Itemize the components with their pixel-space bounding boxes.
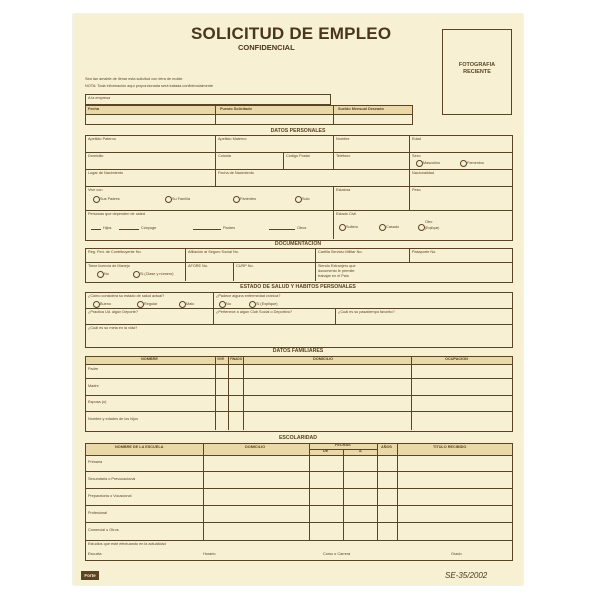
- enfermedad-si-radio[interactable]: [249, 301, 256, 308]
- divider: [309, 443, 310, 540]
- edu-col-a: A: [359, 449, 362, 453]
- empresa-field[interactable]: [85, 94, 331, 105]
- divider: [85, 308, 512, 309]
- divider: [333, 152, 334, 169]
- divider: [343, 449, 344, 540]
- divider: [119, 229, 139, 230]
- divider: [85, 488, 512, 489]
- masculino-radio[interactable]: [416, 160, 423, 167]
- edad-label: Edad: [412, 137, 421, 141]
- family-row-esposa: Esposa (o): [88, 400, 107, 404]
- casado-radio[interactable]: [379, 224, 386, 231]
- otro-sub-label: (Explique): [425, 226, 440, 230]
- section-salud: ESTADO DE SALUD Y HABITOS PERSONALES: [240, 284, 356, 290]
- sus-padres-label: Sus Padres: [100, 197, 120, 201]
- soltero-label: Soltero: [346, 225, 359, 229]
- divider: [85, 378, 512, 379]
- divider: [215, 169, 216, 186]
- fecha-label: Fecha: [88, 107, 99, 111]
- divider: [185, 248, 186, 281]
- divider: [85, 522, 512, 523]
- sexo-label: Sexo: [412, 154, 421, 158]
- family-row-madre: Madre: [88, 384, 99, 388]
- otros-label: Otros: [297, 226, 307, 230]
- meta-label: ¿Cuál es su meta en la vida?: [88, 326, 138, 330]
- photo-label-2: RECIENTE: [463, 69, 491, 75]
- confidential-note: NOTA: Toda información aquí proporcionada será tratada confidencialmente: [85, 84, 213, 88]
- divider: [85, 186, 512, 187]
- application-form-sheet: [73, 14, 523, 585]
- divider: [85, 471, 512, 472]
- family-row-padre: Padre: [88, 367, 99, 371]
- forte-logo: Forte: [81, 571, 99, 580]
- divider: [85, 324, 512, 325]
- malo-label: Malo: [186, 302, 195, 306]
- apellido-materno-label: Apellido Materno: [218, 137, 247, 141]
- fecha-nacimiento-label: Fecha de Nacimiento: [218, 171, 254, 175]
- hijos-label: Hijos: [103, 226, 112, 230]
- nacionalidad-label: Nacionalidad: [412, 171, 434, 175]
- divider: [397, 443, 398, 540]
- family-col-ocupacion: OCUPACION: [445, 357, 468, 361]
- divider: [215, 356, 216, 430]
- edu-curso-label: Curso o Carrera: [323, 552, 351, 556]
- soltero-radio[interactable]: [339, 224, 346, 231]
- regular-radio[interactable]: [137, 301, 144, 308]
- parientes-radio[interactable]: [233, 196, 240, 203]
- femenino-label: Femenino: [467, 161, 484, 165]
- family-col-finado: FINADO: [230, 357, 243, 361]
- solo-radio[interactable]: [295, 196, 302, 203]
- family-col-nombre: NOMBRE: [141, 357, 158, 361]
- estatura-label: Estatura: [336, 188, 351, 192]
- divider: [333, 105, 334, 124]
- divider: [85, 395, 512, 396]
- licencia-label: Tiene licencia de Manejo: [88, 264, 130, 268]
- enfermedad-no-radio[interactable]: [219, 301, 226, 308]
- otro-estado-radio[interactable]: [418, 224, 425, 231]
- divider: [243, 356, 244, 430]
- edu-col-escuela: NOMBRE DE LA ESCUELA: [115, 445, 164, 449]
- divider: [409, 248, 410, 262]
- edu-escuela-label: Escuela: [88, 552, 102, 556]
- casado-label: Casado: [386, 225, 400, 229]
- conyuge-label: Cónyuge: [141, 226, 157, 230]
- divider: [409, 152, 410, 169]
- section-datos-personales: DATOS PERSONALES: [270, 128, 326, 134]
- family-row-hijos: Nombre y edades de los hijos: [88, 417, 139, 421]
- divider: [283, 152, 284, 169]
- pasatiempo-label: ¿Cuál es su pasatiempo favorito?: [338, 310, 395, 314]
- rfc-label: Reg. Fed. de Contribuyente No.: [88, 250, 142, 254]
- photo-label-1: FOTOGRAFIA: [458, 62, 496, 68]
- solo-label: Solo: [302, 197, 310, 201]
- section-familiares: DATOS FAMILIARES: [272, 348, 324, 354]
- malo-radio[interactable]: [179, 301, 186, 308]
- divider: [315, 248, 316, 281]
- edu-col-domicilio: DOMICILIO: [245, 445, 266, 449]
- divider: [215, 152, 216, 169]
- colonia-label: Colonia: [218, 154, 231, 158]
- divider: [409, 169, 410, 186]
- parientes-label: Parientes: [240, 197, 257, 201]
- health-box: [85, 292, 513, 348]
- sus-padres-radio[interactable]: [93, 196, 100, 203]
- divider: [85, 505, 512, 506]
- su-familia-radio[interactable]: [165, 196, 172, 203]
- divider: [333, 186, 334, 239]
- edu-grado-label: Grado: [451, 552, 462, 556]
- divider: [215, 135, 216, 152]
- divider: [91, 229, 101, 230]
- divider: [213, 292, 214, 324]
- divider: [215, 105, 216, 124]
- section-escolaridad: ESCOLARIDAD: [278, 435, 318, 441]
- nombre-label: Nombre: [336, 137, 350, 141]
- licencia-no-label: No: [104, 272, 109, 276]
- deporte-label: ¿Practica Ud. algún Deporte?: [88, 310, 139, 314]
- edu-col-titulo: TITULO RECIBIDO: [433, 445, 467, 449]
- sueldo-label: Sueldo Mensual Deseado: [338, 107, 384, 111]
- edu-row-profesional: Profesional: [88, 511, 107, 515]
- edu-row-comercial: Comercial u Otros: [88, 528, 119, 532]
- instruction-note: Sea tan amable de llenar esta solicitud con letra de molde: [85, 77, 183, 81]
- divider: [409, 135, 410, 152]
- licencia-si-radio[interactable]: [133, 271, 140, 278]
- divider: [85, 210, 512, 211]
- otro-label: Otro: [425, 220, 433, 224]
- section-documentacion: DOCUMENTACION: [274, 241, 322, 247]
- imss-label: Afiliación al Seguro Social No.: [188, 250, 239, 254]
- job-value-row[interactable]: [85, 114, 413, 125]
- divider: [85, 169, 512, 170]
- puesto-label: Puesto Solicitado: [220, 107, 252, 111]
- divider: [85, 540, 512, 541]
- vive-con-label: Vive con: [88, 188, 103, 192]
- divider: [309, 449, 377, 450]
- family-col-domicilio: DOMICILIO: [313, 357, 334, 361]
- codigo-postal-label: Código Postal: [286, 154, 310, 158]
- form-subtitle: CONFIDENCIAL: [238, 43, 295, 52]
- estado-civil-label: Estado Civil: [336, 212, 357, 216]
- enfermedad-no-label: No: [226, 302, 231, 306]
- edu-row-preparatoria: Preparatoria o Vocacional: [88, 494, 132, 498]
- edu-horario-label: Horario: [203, 552, 216, 556]
- regular-label: Regular: [144, 302, 158, 306]
- femenino-radio[interactable]: [460, 160, 467, 167]
- su-familia-label: Su Familia: [172, 197, 190, 201]
- curp-label: CURP No.: [236, 264, 254, 268]
- extranjero-label: Siendo Extranjero que documento le permite trabajar en el País: [318, 264, 356, 278]
- masculino-label: Masculino: [423, 161, 441, 165]
- enfermedad-si-label: Si (Explique): [256, 302, 278, 306]
- licencia-no-radio[interactable]: [97, 271, 104, 278]
- domicilio-label: Domicilio: [88, 154, 104, 158]
- edu-col-de: DE: [323, 449, 329, 453]
- form-title: SOLICITUD DE EMPLEO: [191, 24, 392, 43]
- dependientes-label: Personas que dependen de usted: [88, 212, 145, 216]
- family-col-vive: VIVE: [217, 357, 225, 361]
- empresa-label: A la empresa: [88, 96, 111, 100]
- bueno-radio[interactable]: [93, 301, 100, 308]
- cartilla-label: Cartilla Servicio Militar No.: [318, 250, 363, 254]
- club-label: ¿Pertenece a algún Club Social o Deportivo?: [216, 310, 292, 314]
- divider: [85, 411, 512, 412]
- family-table: [85, 356, 513, 432]
- divider: [269, 229, 295, 230]
- telefono-label: Teléfono: [336, 154, 351, 158]
- edu-col-fechas: FECHAS: [335, 443, 351, 447]
- divider: [85, 262, 512, 263]
- photo-box[interactable]: [442, 29, 512, 115]
- licencia-si-label: Si (Clase y número): [140, 272, 174, 276]
- divider: [335, 308, 336, 324]
- divider: [233, 262, 234, 281]
- divider: [377, 443, 378, 540]
- edu-row-secundaria: Secundaria o Prevocacional: [88, 477, 136, 481]
- divider: [411, 356, 412, 430]
- divider: [203, 443, 204, 540]
- documentation-box: [85, 248, 513, 283]
- divider: [333, 135, 334, 152]
- divider: [228, 356, 229, 430]
- pasaporte-label: Pasaporte No.: [412, 250, 437, 254]
- apellido-paterno-label: Apellido Paterno: [88, 137, 116, 141]
- enfermedad-label: ¿Padece alguna enfermedad crónica?: [216, 294, 281, 298]
- bueno-label: Bueno: [100, 302, 111, 306]
- edu-col-anos: AÑOS: [381, 445, 392, 449]
- divider: [409, 186, 410, 210]
- form-code: SE-35/2002: [445, 571, 488, 580]
- divider: [193, 229, 221, 230]
- edu-row-primaria: Primaria: [88, 460, 103, 464]
- lugar-nacimiento-label: Lugar de Nacimiento: [88, 171, 124, 175]
- estado-salud-label: ¿Cómo considera su estado de salud actual?: [88, 294, 165, 298]
- padres-label: Padres: [223, 226, 236, 230]
- peso-label: Peso: [412, 188, 421, 192]
- edu-actual-label: Estudios que esté efectuando en la actualidad: [88, 542, 166, 546]
- afore-label: AFORE No.: [188, 264, 209, 268]
- divider: [85, 152, 512, 153]
